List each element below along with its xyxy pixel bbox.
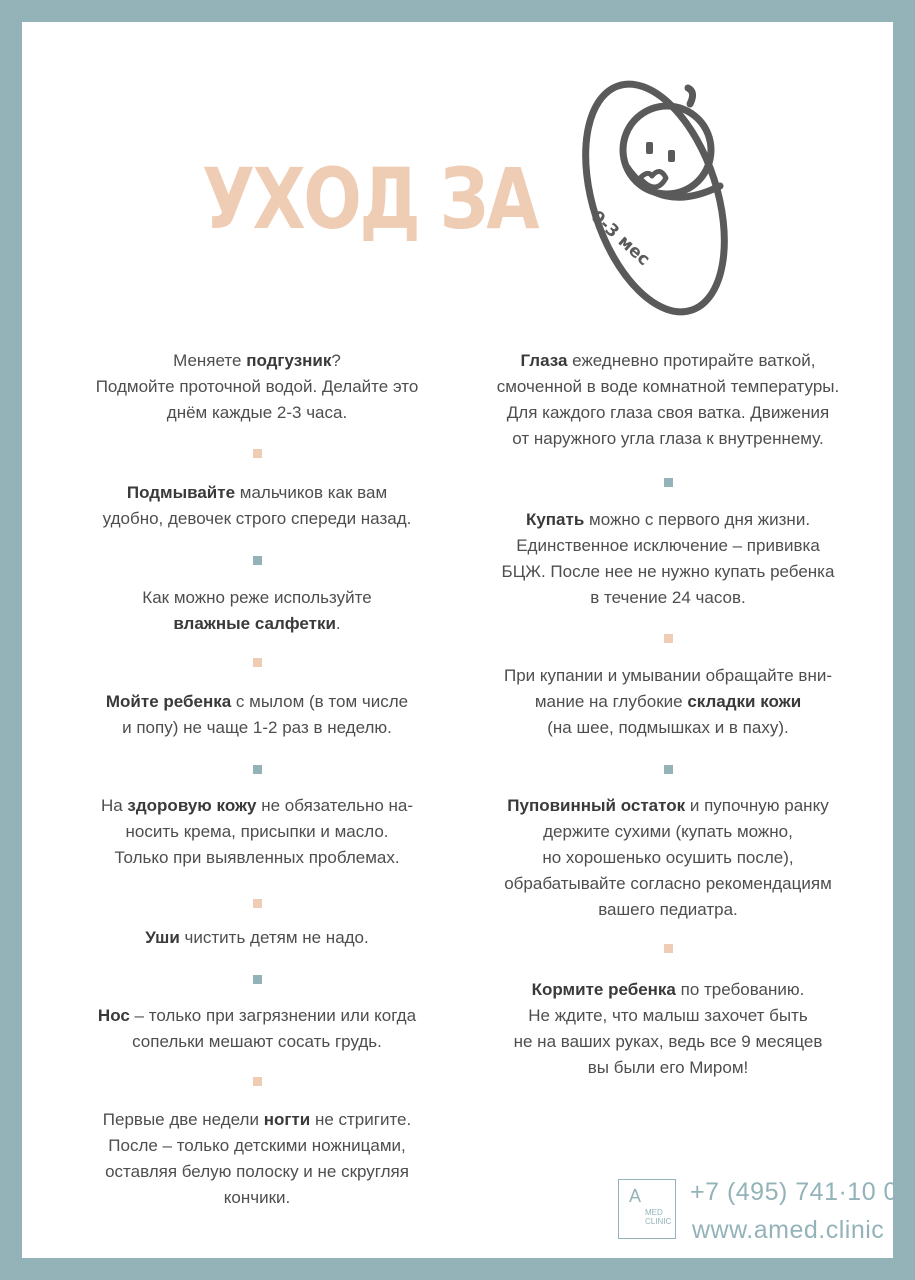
tip-washing: Подмывайте мальчиков как вам удобно, девочек строго спереди назад. bbox=[102, 483, 412, 528]
tip-umbilical: Пуповинный остаток и пупочную ранку держите сухими (купать можно, но хорошенько осушить после), обрабатывайте согласно рекомендациям вашего педиатра. bbox=[504, 796, 832, 919]
tip-nails: Первые две недели ногти не стригите. После – только детскими ножницами, оставляя белую полоску и не скругляя кончики. bbox=[102, 1110, 412, 1207]
tip-bathing: Купать можно с первого дня жизни. Единственное исключение – прививка БЦЖ. После нее не нужно купать ребенка в течение 24 часов. bbox=[501, 510, 835, 607]
tip-wet-wipes: Как можно реже используйте влажные салфетки. bbox=[142, 588, 372, 633]
separator-marker bbox=[253, 556, 262, 565]
separator-marker bbox=[253, 449, 262, 458]
separator-marker bbox=[664, 944, 673, 953]
separator-marker bbox=[253, 765, 262, 774]
website-link[interactable]: www.amed.clinic bbox=[692, 1216, 885, 1244]
poster-title: УХОД ЗА bbox=[202, 150, 538, 248]
separator-marker bbox=[253, 899, 262, 908]
tip-nose: Нос – только при загрязнении или когда сопельки мешают сосать грудь. bbox=[97, 1006, 417, 1051]
tip-soap: Мойте ребенка с мылом (в том числе и попу) не чаще 1-2 раз в неделю. bbox=[105, 692, 409, 737]
logo-letter: A bbox=[629, 1186, 642, 1206]
tip-diaper: Меняете подгузник? Подмойте проточной водой. Делайте это днём каждые 2-3 часа. bbox=[95, 351, 419, 422]
poster-sheet bbox=[22, 22, 913, 1258]
separator-marker bbox=[253, 975, 262, 984]
phone-number[interactable]: +7 (495) 741·10 01 bbox=[690, 1178, 913, 1206]
separator-marker bbox=[253, 1077, 262, 1086]
tip-skin: На здоровую кожу не обязательно на- носить крема, присыпки и масло. Только при выявленных проблемах. bbox=[100, 796, 414, 867]
separator-marker bbox=[253, 658, 262, 667]
separator-marker bbox=[664, 634, 673, 643]
swaddled-baby-icon bbox=[570, 66, 740, 328]
clinic-logo bbox=[618, 1179, 676, 1239]
tip-skin-folds: При купании и умывании обращайте вни- мание на глубокие складки кожи (на шее, подмышках и в паху). bbox=[503, 666, 832, 737]
tip-feeding: Кормите ребенка по требованию. Не ждите, что малыш захочет быть не на ваших руках, ведь все 9 месяцев вы были его Миром! bbox=[513, 980, 823, 1077]
separator-marker bbox=[664, 478, 673, 487]
age-label: 0-3 мес bbox=[586, 206, 654, 270]
separator-marker bbox=[664, 765, 673, 774]
logo-text: MED CLINIC bbox=[645, 1208, 672, 1226]
tip-eyes: Глаза ежедневно протирайте ваткой, смоченной в воде комнатной температуры. Для каждого глаза своя ватка. Движения от наружного угла глаза к внутреннему. bbox=[496, 351, 840, 448]
tip-ears: Уши чистить детям не надо. bbox=[145, 928, 369, 947]
